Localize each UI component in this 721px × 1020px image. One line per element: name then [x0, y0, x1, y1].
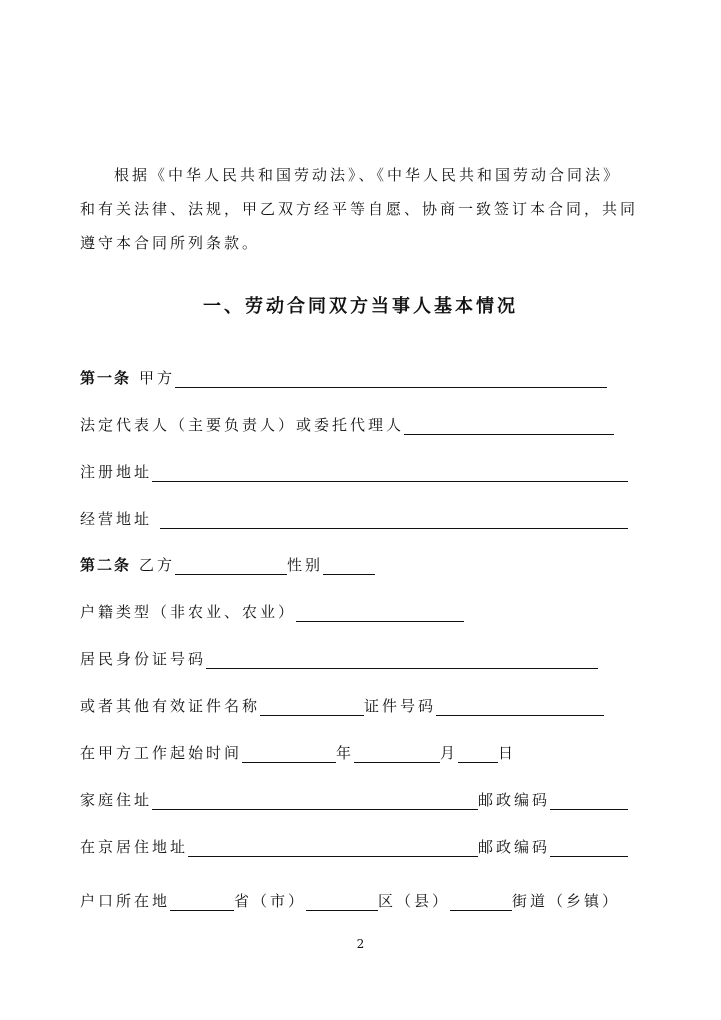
id-no-field[interactable]	[436, 697, 604, 716]
legal-rep-label: 法定代表人（主要负责人）或委托代理人	[80, 416, 405, 434]
registered-address-field[interactable]	[152, 463, 628, 482]
day-label: 日	[498, 744, 517, 762]
street-field[interactable]	[450, 892, 512, 911]
id-number-row	[80, 645, 598, 669]
article-2-label: 第二条	[80, 556, 132, 574]
province-field[interactable]	[170, 892, 234, 911]
beijing-address-row	[80, 833, 628, 857]
beijing-address-label: 在京居住地址	[80, 838, 189, 856]
business-address-label: 经营地址	[80, 510, 153, 528]
party-b-row	[80, 551, 375, 575]
start-year-field[interactable]	[242, 744, 336, 763]
gender-label: 性别	[287, 556, 324, 574]
registered-address-row	[80, 458, 628, 482]
postal-code-2-field[interactable]	[550, 838, 628, 857]
party-a-row	[80, 364, 607, 388]
preamble-line-3: 遵守本合同所列条款。	[80, 234, 261, 252]
other-id-name-field[interactable]	[260, 697, 364, 716]
home-address-label: 家庭住址	[80, 791, 153, 809]
preamble-line-1: 根据《中华人民共和国劳动法》、《中华人民共和国劳动合同法》	[114, 166, 622, 184]
district-field[interactable]	[306, 892, 378, 911]
household-type-label: 户籍类型（非农业、农业）	[80, 603, 297, 621]
other-id-name-label: 或者其他有效证件名称	[80, 697, 261, 715]
month-label: 月	[440, 744, 459, 762]
start-month-field[interactable]	[354, 744, 440, 763]
business-address-row	[80, 505, 628, 529]
party-b-label: 乙方	[139, 556, 176, 574]
street-label: 街道（乡镇）	[512, 892, 621, 910]
beijing-address-field[interactable]	[188, 838, 478, 857]
district-label: 区（县）	[378, 892, 451, 910]
legal-rep-field[interactable]	[404, 416, 614, 435]
year-label: 年	[336, 744, 355, 762]
page-number: 2	[356, 937, 365, 951]
postal-code-1-field[interactable]	[550, 791, 628, 810]
start-time-row	[80, 739, 516, 763]
household-type-field[interactable]	[296, 603, 464, 622]
id-number-field[interactable]	[206, 650, 598, 669]
id-number-label: 居民身份证号码	[80, 650, 207, 668]
preamble-paragraph	[80, 158, 642, 260]
hukou-row	[80, 887, 620, 911]
preamble-line-2: 和有关法律、法规，甲乙双方经平等自愿、协商一致签订本合同，共同	[80, 200, 639, 218]
hukou-location-label: 户口所在地	[80, 892, 171, 910]
party-b-field[interactable]	[175, 556, 287, 575]
section-title: 一、劳动合同双方当事人基本情况	[203, 296, 518, 317]
postal-code-1-label: 邮政编码	[478, 791, 551, 809]
id-no-label: 证件号码	[364, 697, 437, 715]
household-type-row	[80, 598, 464, 622]
home-address-field[interactable]	[152, 791, 478, 810]
start-day-field[interactable]	[458, 744, 498, 763]
legal-rep-row	[80, 411, 614, 435]
other-id-row	[80, 692, 604, 716]
province-label: 省（市）	[234, 892, 307, 910]
registered-address-label: 注册地址	[80, 463, 153, 481]
party-a-label: 甲方	[139, 369, 176, 387]
business-address-field[interactable]	[160, 510, 628, 529]
article-1-label: 第一条	[80, 369, 132, 387]
postal-code-2-label: 邮政编码	[478, 838, 551, 856]
gender-field[interactable]	[323, 556, 375, 575]
party-a-field[interactable]	[175, 369, 607, 388]
start-time-label: 在甲方工作起始时间	[80, 744, 243, 762]
home-address-row	[80, 786, 628, 810]
